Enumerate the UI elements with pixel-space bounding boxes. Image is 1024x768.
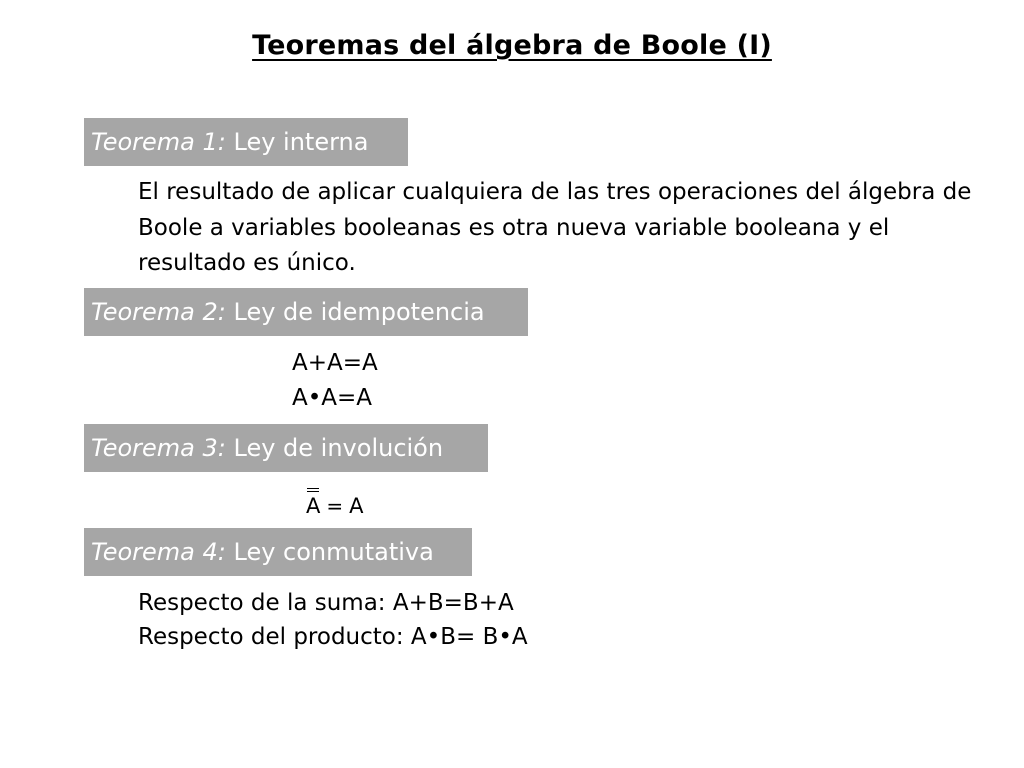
theorem-2-header <box>84 288 528 336</box>
theorem-1-name: Ley interna <box>233 128 369 156</box>
theorem-4-name: Ley conmutativa <box>233 538 434 566</box>
page-title: Teoremas del álgebra de Boole (I) <box>252 30 772 61</box>
theorem-4-header <box>84 528 472 576</box>
theorem-1-description: El resultado de aplicar cualquiera de las tres operaciones del álgebra de Boole a variables booleanas es otra nueva variable booleana y el resultado es único. <box>138 179 972 276</box>
idempotence-product-formula: A•A=A <box>292 385 373 411</box>
theorem-4-number: Teorema 4: <box>91 538 226 566</box>
involution-result: A <box>349 494 364 518</box>
theorem-3-name: Ley de involución <box>233 434 444 462</box>
double-negated-variable: A <box>306 488 320 518</box>
commutative-sum-line: Respecto de la suma: A+B=B+A <box>138 590 514 616</box>
equals-sign: = <box>326 494 344 518</box>
theorem-3-number: Teorema 3: <box>91 434 226 462</box>
theorem-2-number: Teorema 2: <box>91 298 226 326</box>
theorem-2-name: Ley de idempotencia <box>233 298 485 326</box>
idempotence-sum-formula: A+A=A <box>292 350 378 376</box>
involution-formula <box>306 488 364 522</box>
theorem-1-number: Teorema 1: <box>91 128 226 156</box>
theorem-1-header <box>84 118 408 166</box>
theorem-3-header <box>84 424 488 472</box>
commutative-product-line: Respecto del producto: A•B= B•A <box>138 624 528 650</box>
